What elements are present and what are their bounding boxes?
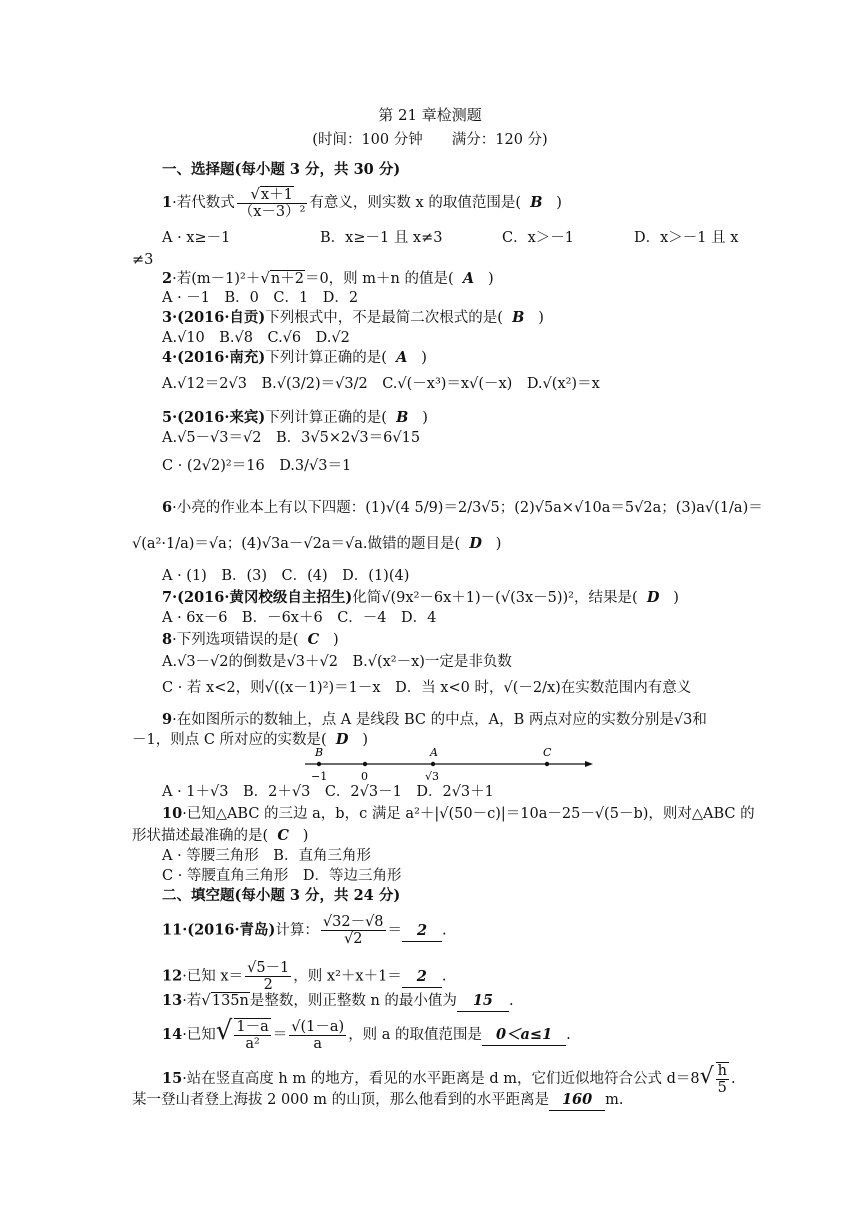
question-1-option-d-cont: ≠3 — [132, 252, 154, 268]
answer: C — [307, 631, 320, 648]
question-5: 5·(2016·来宾)下列计算正确的是( B ) — [162, 409, 428, 426]
question-8-options-2: C · 若 x<2，则√((x－1)²)＝1－x D．当 x<0 时，√(－2/x)在实数范围内有意义 — [162, 680, 692, 696]
fraction: $\frac{√x+1}{\text{（x－3）²}}$ — [238, 185, 306, 220]
question-1-options: A · x≥－1 B．x≥－1 且 x≠3 C．x＞－1 D．x＞－1 且 x — [162, 230, 739, 246]
question-10-options-2: C · 等腰直角三角形 D．等边三角形 — [162, 868, 402, 884]
question-6-cont: √(a²·1/a)＝√a；(4)√3a－√2a＝√a.做错的题目是( D ) — [132, 535, 502, 552]
question-8-options-1: A.√3－√2的倒数是√3＋√2 B.√(x²－x)一定是非负数 — [162, 654, 512, 670]
answer: D — [646, 589, 660, 606]
answer: 15 — [472, 992, 494, 1009]
label-a: A — [430, 746, 438, 759]
question-3: 3·(2016·自贡)下列根式中，不是最简二次根式的是( B ) — [162, 309, 544, 326]
question-4-options: A.√12＝2√3 B.√(3/2)＝√3/2 C.√(－x³)＝x√(－x) D.√(x²)＝x — [162, 376, 600, 392]
label-b: B — [315, 746, 324, 759]
answer: 160 — [561, 1091, 593, 1108]
answer: C — [277, 827, 289, 844]
question-7: 7·(2016·黄冈校级自主招生)化简√(9x²－6x＋1)－(√(3x－5))²，结果是( D ) — [162, 589, 679, 606]
question-5-options-2: C · (2√2)²＝16 D.3/√3＝1 — [162, 458, 352, 474]
arrow-icon — [585, 761, 593, 767]
answer: A — [462, 270, 475, 287]
answer: 2 — [416, 921, 428, 939]
answer: D — [335, 731, 349, 748]
question-11: 11·(2016·青岛)计算： $\frac{√32-√8}{√2}$ ＝ 2 . — [162, 914, 447, 947]
question-6: 6·小亮的作业本上有以下四题：(1)√(4 5/9)＝2/3√5；(2)√5a×√10a＝5√2a；(3)a√(1/a)＝ — [162, 499, 763, 516]
answer: D — [469, 535, 482, 552]
answer: 2 — [416, 967, 427, 985]
answer: B — [512, 309, 525, 326]
question-13: 13·若√135n是整数，则正整数 n 的最小值为 15 . — [162, 990, 514, 1012]
tick-label-sqrt3: √3 — [425, 770, 440, 783]
question-8: 8·下列选项错误的是( C ) — [162, 631, 339, 648]
question-9-cont: －1，则点 C 所对应的实数是( D ) — [132, 731, 368, 748]
question-number: 1 — [162, 194, 173, 211]
question-2: 2·若(m－1)²＋√n＋2＝0，则 m＋n 的值是( A ) — [162, 269, 494, 287]
point-a — [431, 762, 435, 766]
question-1: 1·若代数式 $\frac{√x+1}{\text{（x－3）²}}$ 有意义，则实数 x 的取值范围是( B ) — [162, 185, 562, 220]
page-title: 第 21 章检测题 — [378, 106, 482, 124]
question-6-options: A · (1) B．(3) C．(4) D．(1)(4) — [162, 568, 410, 584]
answer: B — [396, 409, 409, 426]
question-10-cont: 形状描述最准确的是( C ) — [132, 827, 309, 844]
question-15-cont: 某一登山者登上海拔 2 000 m 的山顶，那么他看到的水平距离是 160 m. — [132, 1090, 623, 1111]
question-10: 10·已知△ABC 的三边 a，b，c 满足 a²＋|√(50－c)|＝10a－25－√(5－b)，则对△ABC 的 — [162, 805, 755, 822]
page-subtitle: (时间：100 分钟 满分：120 分) — [312, 132, 548, 148]
section-fill-heading: 二、填空题(每小题 3 分，共 24 分) — [162, 887, 401, 904]
point-zero — [363, 762, 367, 766]
number-line-figure — [305, 742, 595, 784]
question-7-options: A · 6x－6 B．－6x＋6 C．－4 D．4 — [162, 610, 437, 626]
tick-label-minus-one: −1 — [311, 770, 328, 783]
question-5-options-1: A.√5－√3＝√2 B．3√5×2√3＝6√15 — [162, 430, 421, 446]
tick-label-zero: 0 — [361, 770, 368, 783]
question-2-options: A · －1 B．0 C．1 D．2 — [162, 290, 359, 306]
question-3-options: A.√10 B.√8 C.√6 D.√2 — [162, 330, 350, 346]
question-4: 4·(2016·南充)下列计算正确的是( A ) — [162, 349, 427, 366]
question-9: 9·在如图所示的数轴上，点 A 是线段 BC 的中点，A，B 两点对应的实数分别是√3和 — [162, 711, 707, 728]
label-c: C — [543, 746, 552, 759]
question-9-options: A · 1＋√3 B．2＋√3 C．2√3－1 D．2√3＋1 — [162, 784, 494, 800]
section-choice-heading: 一、选择题(每小题 3 分，共 30 分) — [162, 161, 401, 178]
question-12: 12·已知 x＝ $\frac{√5-1}{2}$ ，则 x²＋x＋1＝ 2 . — [162, 960, 447, 993]
question-10-options-1: A · 等腰三角形 B．直角三角形 — [162, 848, 371, 864]
answer: 0＜a≤1 — [495, 1026, 553, 1043]
point-c — [545, 762, 549, 766]
answer: B — [530, 194, 543, 211]
point-b — [317, 762, 321, 766]
answer: A — [396, 349, 408, 366]
question-14: 14·已知√ $\frac{1-a}{\text{a²}}$ ＝ $\frac{√(1-a)}{a}$ ，则 a 的取值范围是 0＜a≤1 . — [162, 1016, 571, 1052]
question-15: 15·站在竖直高度 h m 的地方，看见的水平距离是 d m，它们近似地符合公式 d＝8√ $\frac{h}{5}$ . — [162, 1063, 736, 1096]
